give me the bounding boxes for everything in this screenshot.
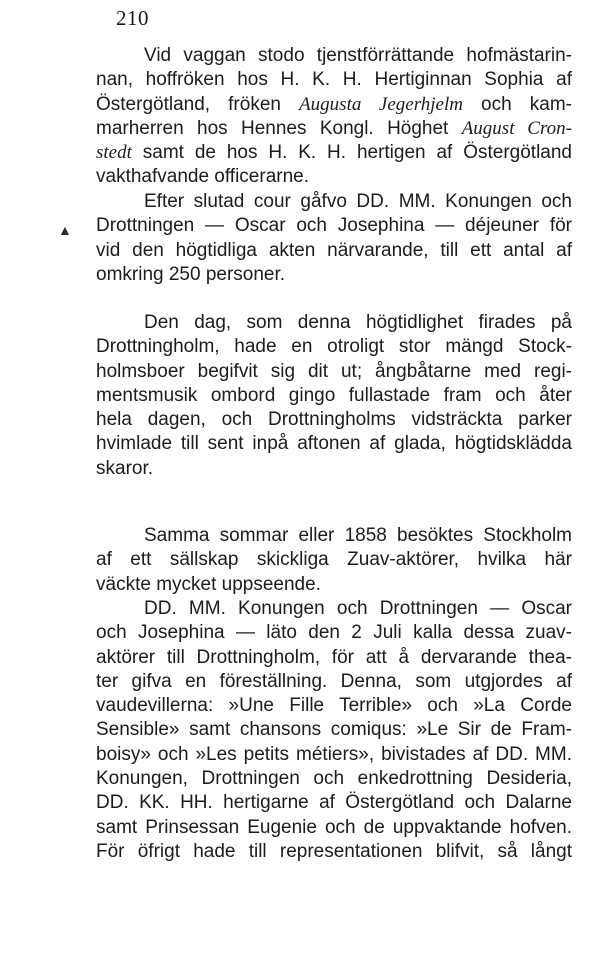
text-segment: marherren hos Hennes Kongl. Höghet: [96, 117, 462, 139]
text-line: [96, 408, 572, 432]
text-line: [96, 548, 572, 572]
text-segment: samt de hos H. K. H. hertigen af Östergötland: [131, 142, 572, 164]
text-segment: mentsmusik ombord gingo fullastade fram och åter: [96, 384, 572, 406]
text-line: [96, 190, 572, 214]
text-line: [96, 597, 572, 621]
text-segment: vaudevillerna: »Une Fille Terrible» och »La Corde: [96, 695, 572, 717]
text-segment: väckte mycket uppseende.: [96, 573, 321, 595]
text-segment: Vid vaggan stodo tjenstförrättande hofmästarin-: [144, 45, 572, 66]
text-line: [96, 524, 572, 548]
text-line: [96, 68, 572, 92]
text-line: [96, 840, 572, 864]
italic-name: August Cron-: [461, 117, 572, 139]
paragraph-4: [96, 524, 572, 597]
text-segment: För öfrigt hade till representationen blifvit, så långt: [96, 840, 572, 862]
text-line: [96, 214, 572, 238]
text-segment: vakthafvande officerarne.: [96, 166, 310, 188]
text-line: [96, 93, 572, 117]
text-line: [96, 335, 572, 359]
text-segment: och Josephina — läto den 2 Juli kalla dessa zuav-: [96, 622, 572, 644]
text-segment: Den dag, som denna högtidlighet firades på: [144, 312, 572, 333]
text-segment: DD. KK. HH. hertigarne af Östergötland och Dalarne: [96, 792, 572, 814]
text-line: [96, 791, 572, 815]
text-line: [96, 432, 572, 456]
text-segment: aktörer till Drottningholm, för att å dervarande thea-: [96, 646, 572, 668]
text-line: [96, 141, 572, 165]
text-segment: vid den högtidliga akten närvarande, till ett antal af: [96, 239, 572, 261]
text-segment: samt Prinsessan Eugenie och de uppvaktande hofven.: [96, 816, 572, 838]
text-line: [96, 384, 572, 408]
text-segment: af ett sällskap skickliga Zuav-aktörer, hvilka här: [96, 549, 572, 571]
text-line: [96, 694, 572, 718]
paragraph-3: [96, 311, 572, 481]
text-line: [96, 621, 572, 645]
italic-name: stedt: [96, 142, 132, 164]
text-line: [96, 165, 572, 189]
text-segment: Efter slutad cour gåfvo DD. MM. Konungen och: [144, 191, 572, 212]
text-segment: och kam-: [462, 93, 573, 115]
paragraph-1: [96, 44, 572, 190]
text-line: [96, 311, 572, 335]
text-segment: Drottningen — Oscar och Josephina — déjeuner för: [96, 215, 572, 237]
text-line: [96, 360, 572, 384]
text-segment: Sensible» samt chansons comiqus: »Le Sir de Fram-: [96, 719, 572, 741]
text-segment: ter gifva en föreställning. Denna, som utgjordes af: [96, 670, 572, 692]
text-line: [96, 44, 572, 68]
paragraph-5: [96, 597, 572, 864]
text-segment: boisy» och »Les petits métiers», bivistades af DD. MM.: [96, 743, 572, 765]
text-segment: holmsboer begifvit sig dit ut; ångbåtarne med regi-: [96, 360, 572, 382]
text-line: [96, 117, 572, 141]
text-line: [96, 670, 572, 694]
text-segment: hvimlade till sent inpå aftonen af glada, högtidsklädda: [96, 433, 572, 455]
text-segment: Östergötland, fröken: [96, 93, 300, 115]
text-line: [96, 239, 572, 263]
text-segment: DD. MM. Konungen och Drottningen — Oscar: [144, 598, 572, 619]
text-line: [96, 646, 572, 670]
text-segment: nan, hoffröken hos H. K. H. Hertiginnan Sophia af: [96, 69, 572, 91]
text-line: [96, 816, 572, 840]
text-segment: hela dagen, och Drottningholms vidsträckta parker: [96, 409, 572, 431]
paragraph-2: [96, 190, 572, 287]
text-line: [96, 767, 572, 791]
text-line: [96, 573, 572, 597]
text-line: [96, 743, 572, 767]
text-line: [96, 718, 572, 742]
text-segment: skaror.: [96, 457, 154, 479]
margin-mark: ▲: [58, 224, 72, 239]
text-line: [96, 457, 572, 481]
text-segment: Konungen, Drottningen och enkedrottning Desideria,: [96, 768, 572, 790]
text-segment: omkring 250 personer.: [96, 263, 286, 285]
text-segment: Samma sommar eller 1858 besöktes Stockholm: [144, 525, 572, 546]
italic-name: Augusta Jegerhjelm: [299, 93, 463, 115]
page-number: 210: [116, 6, 149, 30]
text-line: [96, 263, 572, 287]
text-segment: Drottningholm, hade en otroligt stor mängd Stock-: [96, 336, 572, 358]
